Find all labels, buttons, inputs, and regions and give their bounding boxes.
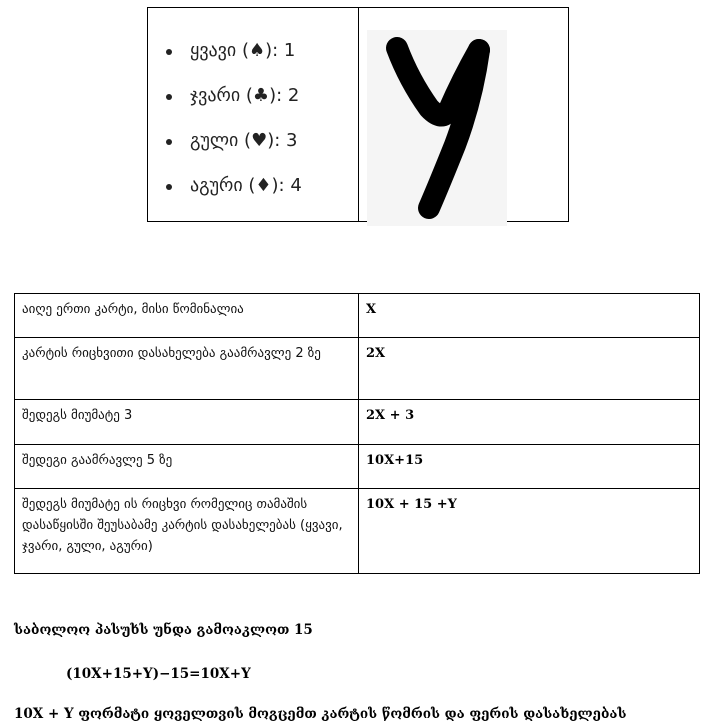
letter-image-cell: [359, 8, 568, 221]
table-row: [15, 489, 700, 574]
conclusion-summary: 10X + Y ფორმატი ყოველთვის მოგცემთ კარტის წომრის და ფერის დასახელებას: [14, 706, 627, 722]
list-item: [166, 40, 302, 85]
step-formula: 2X: [359, 338, 700, 400]
letter-y-icon: [367, 30, 507, 226]
list-item: [166, 175, 302, 220]
step-description: აიღე ერთი კარტი, მისი წომინალია: [15, 294, 359, 338]
step-description: კარტის რიცხვითი დასახელება გაამრავლე 2 ზე: [15, 338, 359, 400]
suit-list: [166, 40, 302, 220]
step-description: შედეგს მიუმატე ის რიცხვი რომელიც თამაშის დასაწყისში შეუსაბამე კარტის დასახელებას (ყვავი, ჯვარი, გული, აგური): [15, 489, 359, 574]
handwritten-letter-y-image: [367, 30, 507, 226]
bullet-icon: [166, 49, 172, 55]
table-row: [15, 400, 700, 445]
suit-label: ჯვარი (♣): 2: [190, 85, 300, 106]
list-item: [166, 85, 302, 130]
suit-label: გული (♥): 3: [190, 130, 298, 151]
conclusion-instruction: საბოლოო პასუხს უნდა გამოაკლოთ 15: [14, 622, 313, 638]
table-row: [15, 294, 700, 338]
conclusion-equation: (10X+15+Y)−15=10X+Y: [66, 666, 251, 682]
bullet-icon: [166, 94, 172, 100]
step-formula: 10X+15: [359, 445, 700, 489]
suit-legend-table: [147, 7, 569, 222]
bullet-icon: [166, 139, 172, 145]
step-formula: 2X + 3: [359, 400, 700, 445]
step-formula: X: [359, 294, 700, 338]
suit-label: ყვავი (♠): 1: [190, 40, 296, 61]
bullet-icon: [166, 184, 172, 190]
suit-label: აგური (♦): 4: [190, 175, 302, 196]
step-description: შედეგი გაამრავლე 5 ზე: [15, 445, 359, 489]
suit-list-cell: [148, 8, 359, 221]
step-description: შედეგს მიუმატე 3: [15, 400, 359, 445]
table-row: [15, 445, 700, 489]
table-row: [15, 338, 700, 400]
steps-table: [14, 293, 700, 574]
step-formula: 10X + 15 +Y: [359, 489, 700, 574]
list-item: [166, 130, 302, 175]
